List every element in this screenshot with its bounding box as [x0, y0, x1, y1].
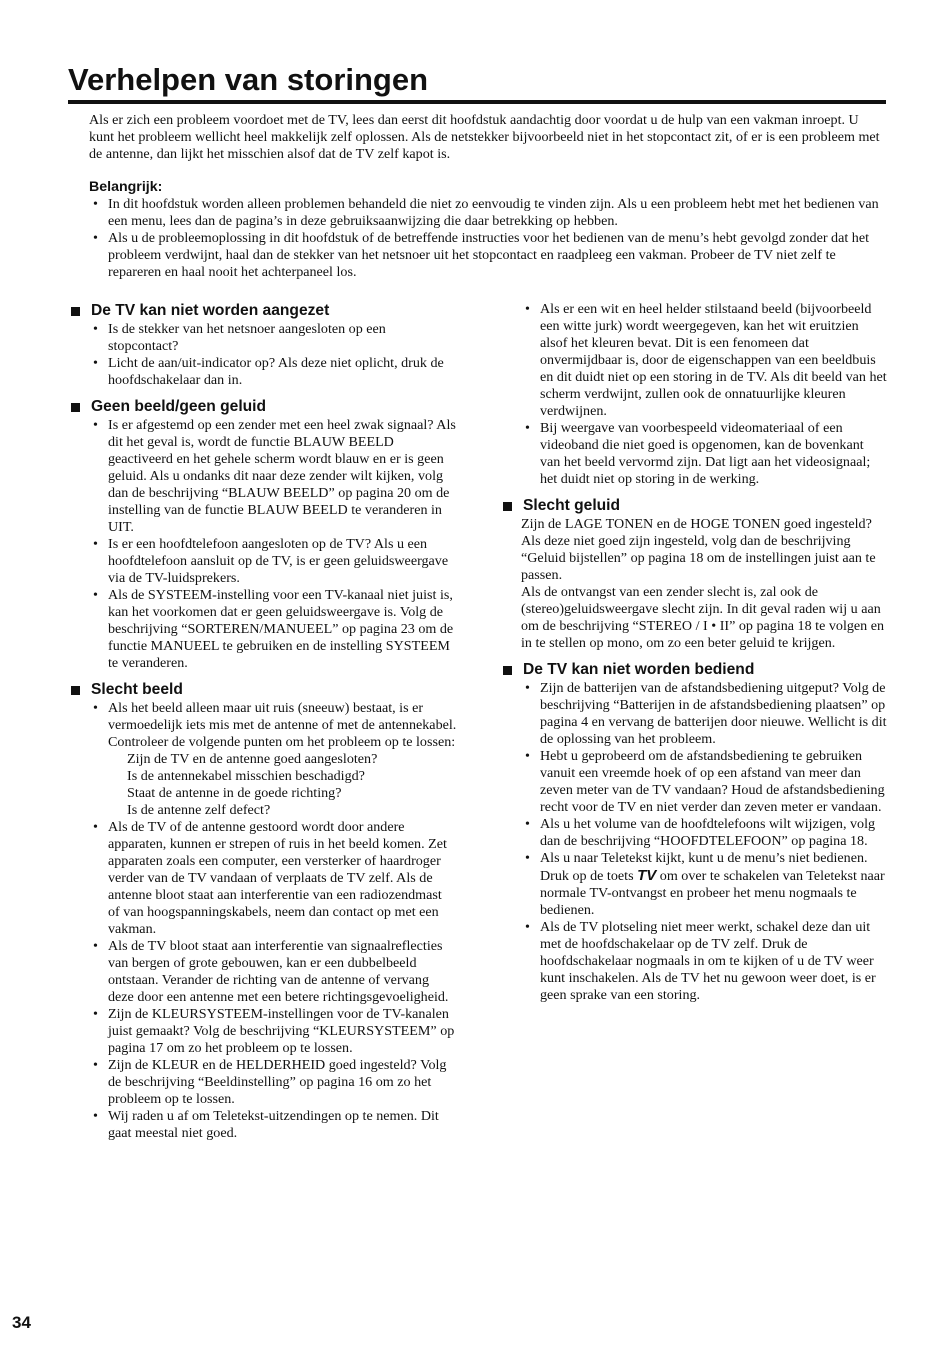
bad-picture-list [89, 700, 457, 1142]
check-item: Zijn de TV en de antenne goed aangesloten? [127, 751, 378, 767]
list-item: • Als de TV of de antenne gestoord wordt door andere apparaten, kunnen er strepen of ruis in het beeld komen. Zet apparaten zoals een computer, een versterker of haardroger verder van de TV vandaan of verplaats de TV zelf. Als de antenne bloot staat aan interferentie van een radiozendmast of van hoogspanningskabels, neem dan contact op met een vakman. [89, 819, 457, 938]
list-item-text: om over te schakelen van Teletekst naar normale TV-ontvangst en probeer het menu nogmaals te bedienen. [540, 868, 885, 918]
square-bullet-icon [71, 686, 80, 695]
list-item: • Is er een hoofdtelefoon aangesloten op de TV? Als u een hoofdtelefoon aansluit op de TV, is er geen geluidsweergave via de TV-luidsprekers. [89, 536, 457, 587]
page-number: 34 [12, 1313, 31, 1332]
section-heading-label: Geen beeld/geen geluid [91, 398, 267, 415]
list-item-text: Als u naar Teletekst kijkt, kunt u de menu’s niet bedienen. Druk op de toets [540, 850, 868, 884]
check-item: Is de antenne zelf defect? [127, 802, 271, 818]
list-item: • Licht de aan/uit-indicator op? Als deze niet oplicht, druk de hoofdschakelaar dan in. [89, 355, 457, 389]
list-item: • Is de stekker van het netsnoer aangesloten op een stopcontact? [89, 321, 457, 355]
list-item: • Bij weergave van voorbespeeld videomateriaal of een videoband die niet goed is opgenomen, kan de bovenkant van het beeld vervormd zijn. Dat ligt aan het videosignaal; het duidt niet op storing in de werking. [521, 420, 887, 488]
section-heading-power [69, 301, 457, 321]
square-bullet-icon [503, 502, 512, 511]
page-title: Verhelpen van storingen [68, 62, 429, 97]
check-list [108, 751, 457, 819]
list-item: • Als de TV plotseling niet meer werkt, schakel deze dan uit met de hoofdschakelaar op de TV zelf. Druk de hoofdschakelaar nogmaals in om te kijken of u de TV weer kunt inschakelen. Als de TV het nu gewoon weer doet, is er geen sprake van een storing. [521, 919, 887, 1004]
section-heading-no-picture [69, 397, 457, 417]
check-item: Staat de antenne in de goede richting? [127, 785, 342, 801]
no-picture-list [89, 417, 457, 672]
important-label: Belangrijk: [89, 179, 163, 195]
section-heading-cannot-operate [501, 660, 887, 680]
intro [89, 112, 886, 281]
list-item: • Zijn de KLEUR en de HELDERHEID goed ingesteld? Volg de beschrijving “Beeldinstelling” op pagina 16 om zo het probleem op te lossen. [89, 1057, 457, 1108]
list-item: • Zijn de batterijen van de afstandsbediening uitgeput? Volg de beschrijving “Batterijen in de afstandsbediening plaatsen” op pagina 4 en vervang de batterijen door nieuwe. Wellicht is dit de oplossing van het probleem. [521, 680, 887, 748]
list-item-text: Als het beeld alleen maar uit ruis (sneeuw) bestaat, is er vermoedelijk iets mis met de antenne of met de antennekabel. Controleer de volgende punten om het probleem op te lossen: [108, 700, 457, 750]
list-item: • Is er afgestemd op een zender met een heel zwak signaal? Als dit het geval is, wordt de functie BLAUW BEELD geactiveerd en het gehele scherm wordt blauw en er is geen geluid. Als u ondanks dit naar deze zender wilt kijken, volg dan de beschrijving “BLAUW BEELD” op pagina 20 om de instelling van de functie BLAUW BEELD te veranderen in UIT. [89, 417, 457, 536]
section-heading-label: Slecht geluid [523, 497, 621, 514]
intro-paragraph: Als er zich een probleem voordoet met de TV, lees dan eerst dit hoofdstuk aandachtig door voordat u de hulp van een vakman inroept. U kunt het probleem wellicht heel makkelijk zelf oplossen. Als de netstekker bijvoorbeeld niet in het stopcontact zit, of er is een probleem met de antenne, dan lijkt het misschien alsof dat de TV zelf kapot is. [89, 112, 880, 162]
important-item: • In dit hoofdstuk worden alleen problemen behandeld die niet zo eenvoudig te vinden zijn. Als u een probleem hebt met het bedienen van een menu, lees dan de pagina’s in deze gebruiksaanwijzing die daar betrekking op hebben. [89, 196, 886, 230]
bad-sound-paragraph: Zijn de LAGE TONEN en de HOGE TONEN goed ingesteld? Als deze niet goed zijn ingesteld, volg dan de beschrijving “Geluid bijstellen” op pagina 18 om de instellingen juist aan te passen. [521, 516, 876, 583]
list-item [521, 850, 887, 919]
list-item: • Hebt u geprobeerd om de afstandsbediening te gebruiken vanuit een vreemde hoek of op een afstand van meer dan zeven meter van de TV vandaan? Houd de afstandsbediening recht voor de TV en niet verder dan zeven meter er vandaan. [521, 748, 887, 816]
important-item: • Als u de probleemoplossing in dit hoofdstuk of de betreffende instructies voor het bedienen van de menu’s hebt gevolgd zonder dat het probleem verdwijnt, haal dan de stekker van het netsnoer uit het stopcontact en raadpleeg een vakman. Probeer de TV niet zelf te repareren en haal nooit het achterpaneel los. [89, 230, 886, 281]
check-item: Is de antennekabel misschien beschadigd? [127, 768, 365, 784]
bad-sound-paragraph: Als de ontvangst van een zender slecht is, zal ook de (stereo)geluidsweergave slecht zijn. In dit geval raden wij u aan om de beschrijving “STEREO / I • II” op pagina 18 te volgen en in te stellen op mono, om zo een beter geluid te krijgen. [521, 584, 885, 651]
list-item [89, 700, 457, 819]
important-list [89, 196, 886, 281]
list-item: • Als er een wit en heel helder stilstaand beeld (bijvoorbeeld een witte jurk) wordt weergegeven, kan het wit eruitzien alsof het kleuren bevat. Dit is een fenomeen dat onvermijdbaar is, door de eigenschappen van een beeldbuis en dit duidt niet op een storing in de TV. Als dit beeld van het scherm verdwijnt, zullen ook de onnatuurlijke kleuren verdwijnen. [521, 301, 887, 420]
list-item: • Als de TV bloot staat aan interferentie van signaalreflecties van bergen of grote gebouwen, kan er een dubbelbeeld ontstaan. Verander de richting van de antenne of vervang deze door een antenne met een betere richtingsgevoeligheid. [89, 938, 457, 1006]
list-item: • Als u het volume van de hoofdtelefoons wilt wijzigen, volg dan de beschrijving “HOOFDTELEFOON” op pagina 18. [521, 816, 887, 850]
cannot-operate-list [521, 680, 887, 1004]
bad-picture-continued-list [521, 301, 887, 488]
square-bullet-icon [71, 307, 80, 316]
square-bullet-icon [71, 403, 80, 412]
list-item: • Wij raden u af om Teletekst-uitzendingen op te nemen. Dit gaat meestal niet goed. [89, 1108, 457, 1142]
section-heading-label: Slecht beeld [91, 681, 183, 698]
tv-key-label: TV [637, 867, 657, 884]
square-bullet-icon [503, 666, 512, 675]
list-item: • Als de SYSTEEM-instelling voor een TV-kanaal niet juist is, kan het voorkomen dat er geen geluidsweergave is. Volg de beschrijving “SORTEREN/MANUEEL” op pagina 23 om de functie MANUEEL te gebruiken en de instelling SYSTEEM te veranderen. [89, 587, 457, 672]
section-heading-bad-picture [69, 680, 457, 700]
section-heading-label: De TV kan niet worden aangezet [91, 302, 330, 319]
title-rule [68, 100, 886, 104]
list-item: • Zijn de KLEURSYSTEEM-instellingen voor de TV-kanalen juist gemaakt? Volg de beschrijving “KLEURSYSTEEM” op pagina 17 om zo het probleem op te lossen. [89, 1006, 457, 1057]
left-column [69, 301, 457, 1142]
section-heading-label: De TV kan niet worden bediend [523, 661, 755, 678]
right-column [501, 301, 887, 1004]
power-list [89, 321, 457, 389]
section-heading-bad-sound [501, 496, 887, 516]
